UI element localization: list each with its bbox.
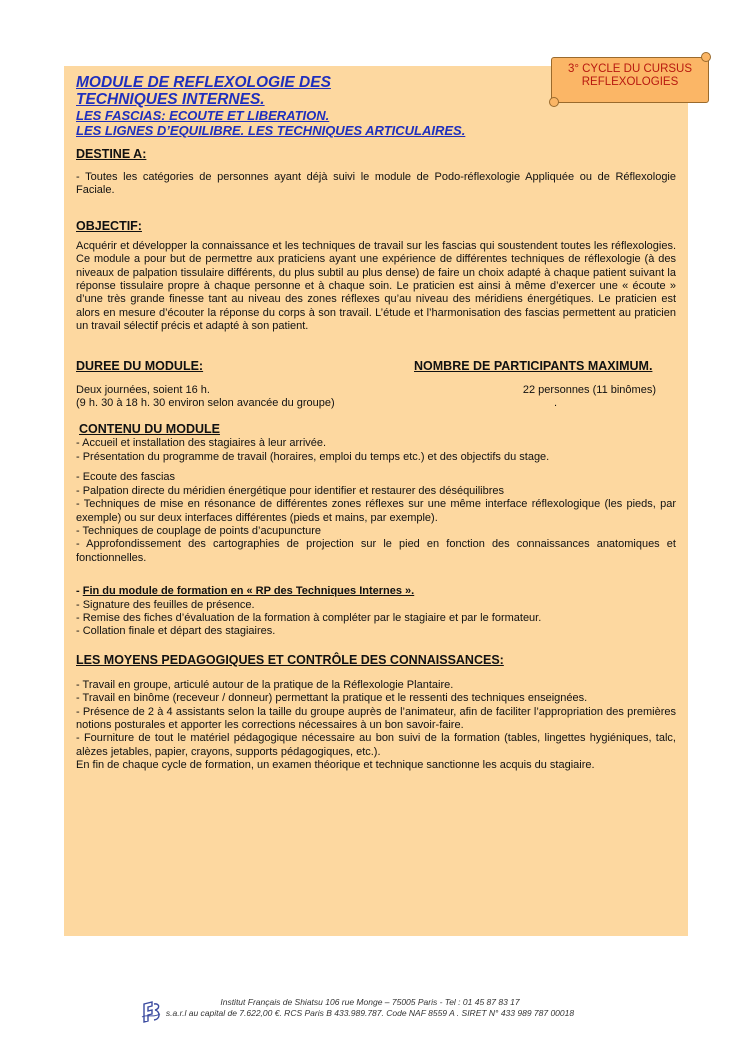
- participants-line2: .: [554, 397, 558, 410]
- list-item: - Techniques de couplage de points d’acupuncture: [76, 524, 322, 537]
- title-block: [76, 74, 676, 138]
- duree-heading: DUREE DU MODULE:: [76, 358, 204, 373]
- contenu-group3: [76, 599, 676, 639]
- badge-line1: 3° CYCLE DU CURSUS: [567, 63, 693, 75]
- participants-heading: NOMBRE DE PARTICIPANTS MAXIMUM.: [414, 358, 653, 373]
- list-item: - Remise des fiches d’évaluation de la formation à compléter par le stagiaire et par le formateur.: [76, 611, 542, 624]
- list-item: - Travail en groupe, articulé autour de la pratique de la Réflexologie Plantaire.: [76, 678, 454, 691]
- list-item: - Approfondissement des cartographies de projection sur le pied en fonction des connaissances anatomiques et fonctionnelles.: [76, 538, 676, 564]
- moyens-list: [76, 679, 676, 773]
- objectif-heading: OBJECTIF:: [76, 218, 142, 233]
- list-item: - Présence de 2 à 4 assistants selon la taille du groupe auprès de l’animateur, afin de faciliter l’appropriation des premières notions posturales et apporter les corrections nécessaires à un bon savoir-faire.: [76, 705, 676, 731]
- fin-module-line: [76, 585, 676, 598]
- list-item: - Présentation du programme de travail (horaires, emploi du temps etc.) et des objectifs du stage.: [76, 450, 550, 463]
- duree-section: [76, 359, 376, 411]
- moyens-heading: LES MOYENS PEDAGOGIQUES ET CONTRÔLE DES CONNAISSANCES:: [76, 652, 504, 667]
- list-item: - Accueil et installation des stagiaires à leur arrivée.: [76, 437, 327, 450]
- objectif-text: Acquérir et développer la connaissance et les techniques de travail sur les fascias qui soustendent toutes les réflexologies. Ce module a pour but de permettre aux praticiens ayant une expérience de différentes techniques de réflexologie (à des niveaux de palpation tissulaire différents, du plus subtil au plus dense) de faire un choix adapté à chaque patient suivant la réponse tissulaire propre à chaque personne et à chaque soin. Le praticien est ainsi à même d’exercer une « écoute » d’une très grande finesse tant au niveau des zones réflexes qu’au niveau des méridiens énergétiques. Le praticien est alors en mesure d’écouter la réponse du corps à son travail. L’étude et l’harmonisation des fascias permettent au praticien un travail sélectif précis et adapté à son patient.: [76, 239, 676, 333]
- destine-heading: DESTINE A:: [76, 147, 147, 161]
- title-line1: MODULE DE REFLEXOLOGIE DES: [76, 74, 331, 91]
- title-line2: TECHNIQUES INTERNES.: [76, 91, 265, 108]
- list-item: - Palpation directe du méridien énergétique pour identifier et restaurer des déséquilibres: [76, 484, 505, 497]
- list-item: - Travail en binôme (receveur / donneur) permettant la pratique et le ressenti des techniques enseignées.: [76, 692, 588, 705]
- list-item: - Techniques de mise en résonance de différentes zones réflexes sur une même interface réflexologique (les pieds, par exemple) ou sur deux interfaces différentes (pieds et mains, par exemple).: [76, 498, 676, 524]
- list-item: - Fourniture de tout le matériel pédagogique nécessaire au bon suivi de la formation (tables, lingettes hygiéniques, talc, alèzes jetables, papier, crayons, supports pédagogiques, etc.).: [76, 732, 676, 758]
- list-item: - Ecoute des fascias: [76, 471, 176, 484]
- scroll-curl-decoration: [701, 52, 711, 62]
- fin-prefix: -: [76, 585, 83, 598]
- duree-line1: Deux journées, soient 16 h.: [76, 383, 210, 396]
- title-line4: LES LIGNES D’EQUILIBRE. LES TECHNIQUES ARTICULAIRES.: [76, 123, 466, 138]
- footer: [0, 997, 740, 1019]
- title-line3: LES FASCIAS: ECOUTE ET LIBERATION.: [76, 108, 330, 123]
- list-item: En fin de chaque cycle de formation, un examen théorique et technique sanctionne les acquis du stagiaire.: [76, 759, 595, 772]
- contenu-group1: [76, 437, 676, 464]
- footer-address: Institut Français de Shiatsu 106 rue Monge – 75005 Paris - Tel : 01 45 87 83 17: [220, 997, 520, 1007]
- list-item: - Collation finale et départ des stagiaires.: [76, 625, 276, 638]
- contenu-group2: [76, 471, 676, 565]
- badge-line2: REFLEXOLOGIES: [581, 76, 679, 88]
- contenu-heading: CONTENU DU MODULE: [79, 422, 220, 437]
- duree-participants-row: [76, 359, 676, 411]
- duree-line2: (9 h. 30 à 18 h. 30 environ selon avancée du groupe): [76, 397, 335, 410]
- participants-section: [386, 359, 676, 411]
- participants-line1: 22 personnes (11 binômes): [522, 383, 656, 396]
- list-item: - Signature des feuilles de présence.: [76, 598, 255, 611]
- footer-legal: s.a.r.l au capital de 7.622,00 €. RCS Paris B 433.989.787. Code NAF 8559 A . SIRET N° 433 989 787 00018: [165, 1008, 575, 1018]
- document-body: [76, 74, 676, 773]
- fin-module-heading: Fin du module de formation en « RP des Techniques Internes ».: [82, 585, 415, 598]
- destine-text: - Toutes les catégories de personnes ayant déjà suivi le module de Podo-réflexologie Appliquée ou de Réflexologie Faciale.: [76, 171, 676, 197]
